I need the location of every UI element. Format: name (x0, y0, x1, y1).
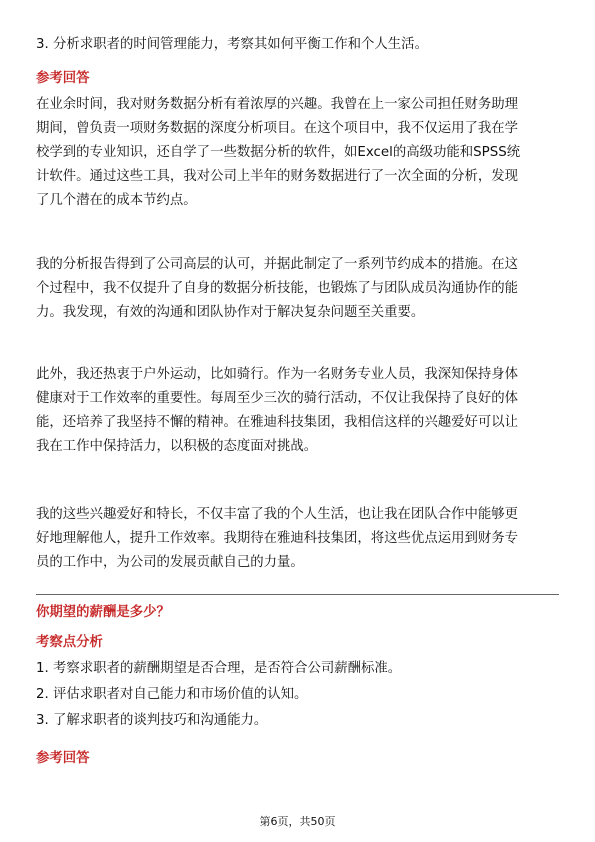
paragraph-3-line: 我在工作中保持活力，以积极的态度面对挑战。 (36, 439, 318, 454)
paragraph-4-line: 好地理解他人，提升工作效率。我期待在雅迪科技集团，将这些优点运用到财务专 (36, 531, 519, 546)
paragraph-1-line: 在业余时间，我对财务数据分析有着浓厚的兴趣。我曾在上一家公司担任财务助理 (36, 97, 519, 112)
analysis-item-3: 3. 了解求职者的谈判技巧和沟通能力。 (36, 713, 268, 728)
paragraph-2-line: 个过程中，我不仅提升了自身的数据分析技能，也锻炼了与团队成员沟通协作的能 (36, 281, 519, 296)
page-number-footer: 第6页，共50页 (259, 815, 336, 828)
paragraph-1-line: 校学到的专业知识，还自学了一些数据分析的软件，如Excel的高级功能和SPSS统 (36, 145, 521, 160)
analysis-item-2: 2. 评估求职者对自己能力和市场价值的认知。 (36, 687, 308, 702)
paragraph-2-line: 力。我发现，有效的沟通和团队协作对于解决复杂问题至关重要。 (36, 305, 425, 320)
paragraph-3-line: 能，还培养了我坚持不懈的精神。在雅迪科技集团，我相信这样的兴趣爱好可以让 (36, 415, 519, 430)
paragraph-1-line: 期间，曾负责一项财务数据的深度分析项目。在这个项目中，我不仅运用了我在学 (36, 121, 519, 136)
question-heading: 你期望的薪酬是多少？ (36, 605, 170, 620)
paragraph-1-line: 计软件。通过这些工具，我对公司上半年的财务数据进行了一次全面的分析，发现 (36, 169, 519, 184)
question-item-3: 3. 分析求职者的时间管理能力，考察其如何平衡工作和个人生活。 (36, 37, 428, 52)
section-divider (36, 594, 559, 595)
paragraph-4-line: 员的工作中，为公司的发展贡献自己的力量。 (36, 555, 304, 570)
analysis-item-1: 1. 考察求职者的薪酬期望是否合理，是否符合公司薪酬标准。 (36, 661, 402, 676)
analysis-heading: 考察点分析 (36, 635, 103, 650)
paragraph-1-line: 了几个潜在的成本节约点。 (36, 193, 197, 208)
paragraph-4-line: 我的这些兴趣爱好和特长，不仅丰富了我的个人生活，也让我在团队合作中能够更 (36, 507, 519, 522)
answer-heading: 参考回答 (36, 751, 90, 766)
answer-heading: 参考回答 (36, 71, 90, 86)
paragraph-3-line: 健康对于工作效率的重要性。每周至少三次的骑行活动，不仅让我保持了良好的体 (36, 391, 519, 406)
paragraph-3-line: 此外，我还热衷于户外运动，比如骑行。作为一名财务专业人员，我深知保持身体 (36, 367, 519, 382)
paragraph-2-line: 我的分析报告得到了公司高层的认可，并据此制定了一系列节约成本的措施。在这 (36, 257, 519, 272)
